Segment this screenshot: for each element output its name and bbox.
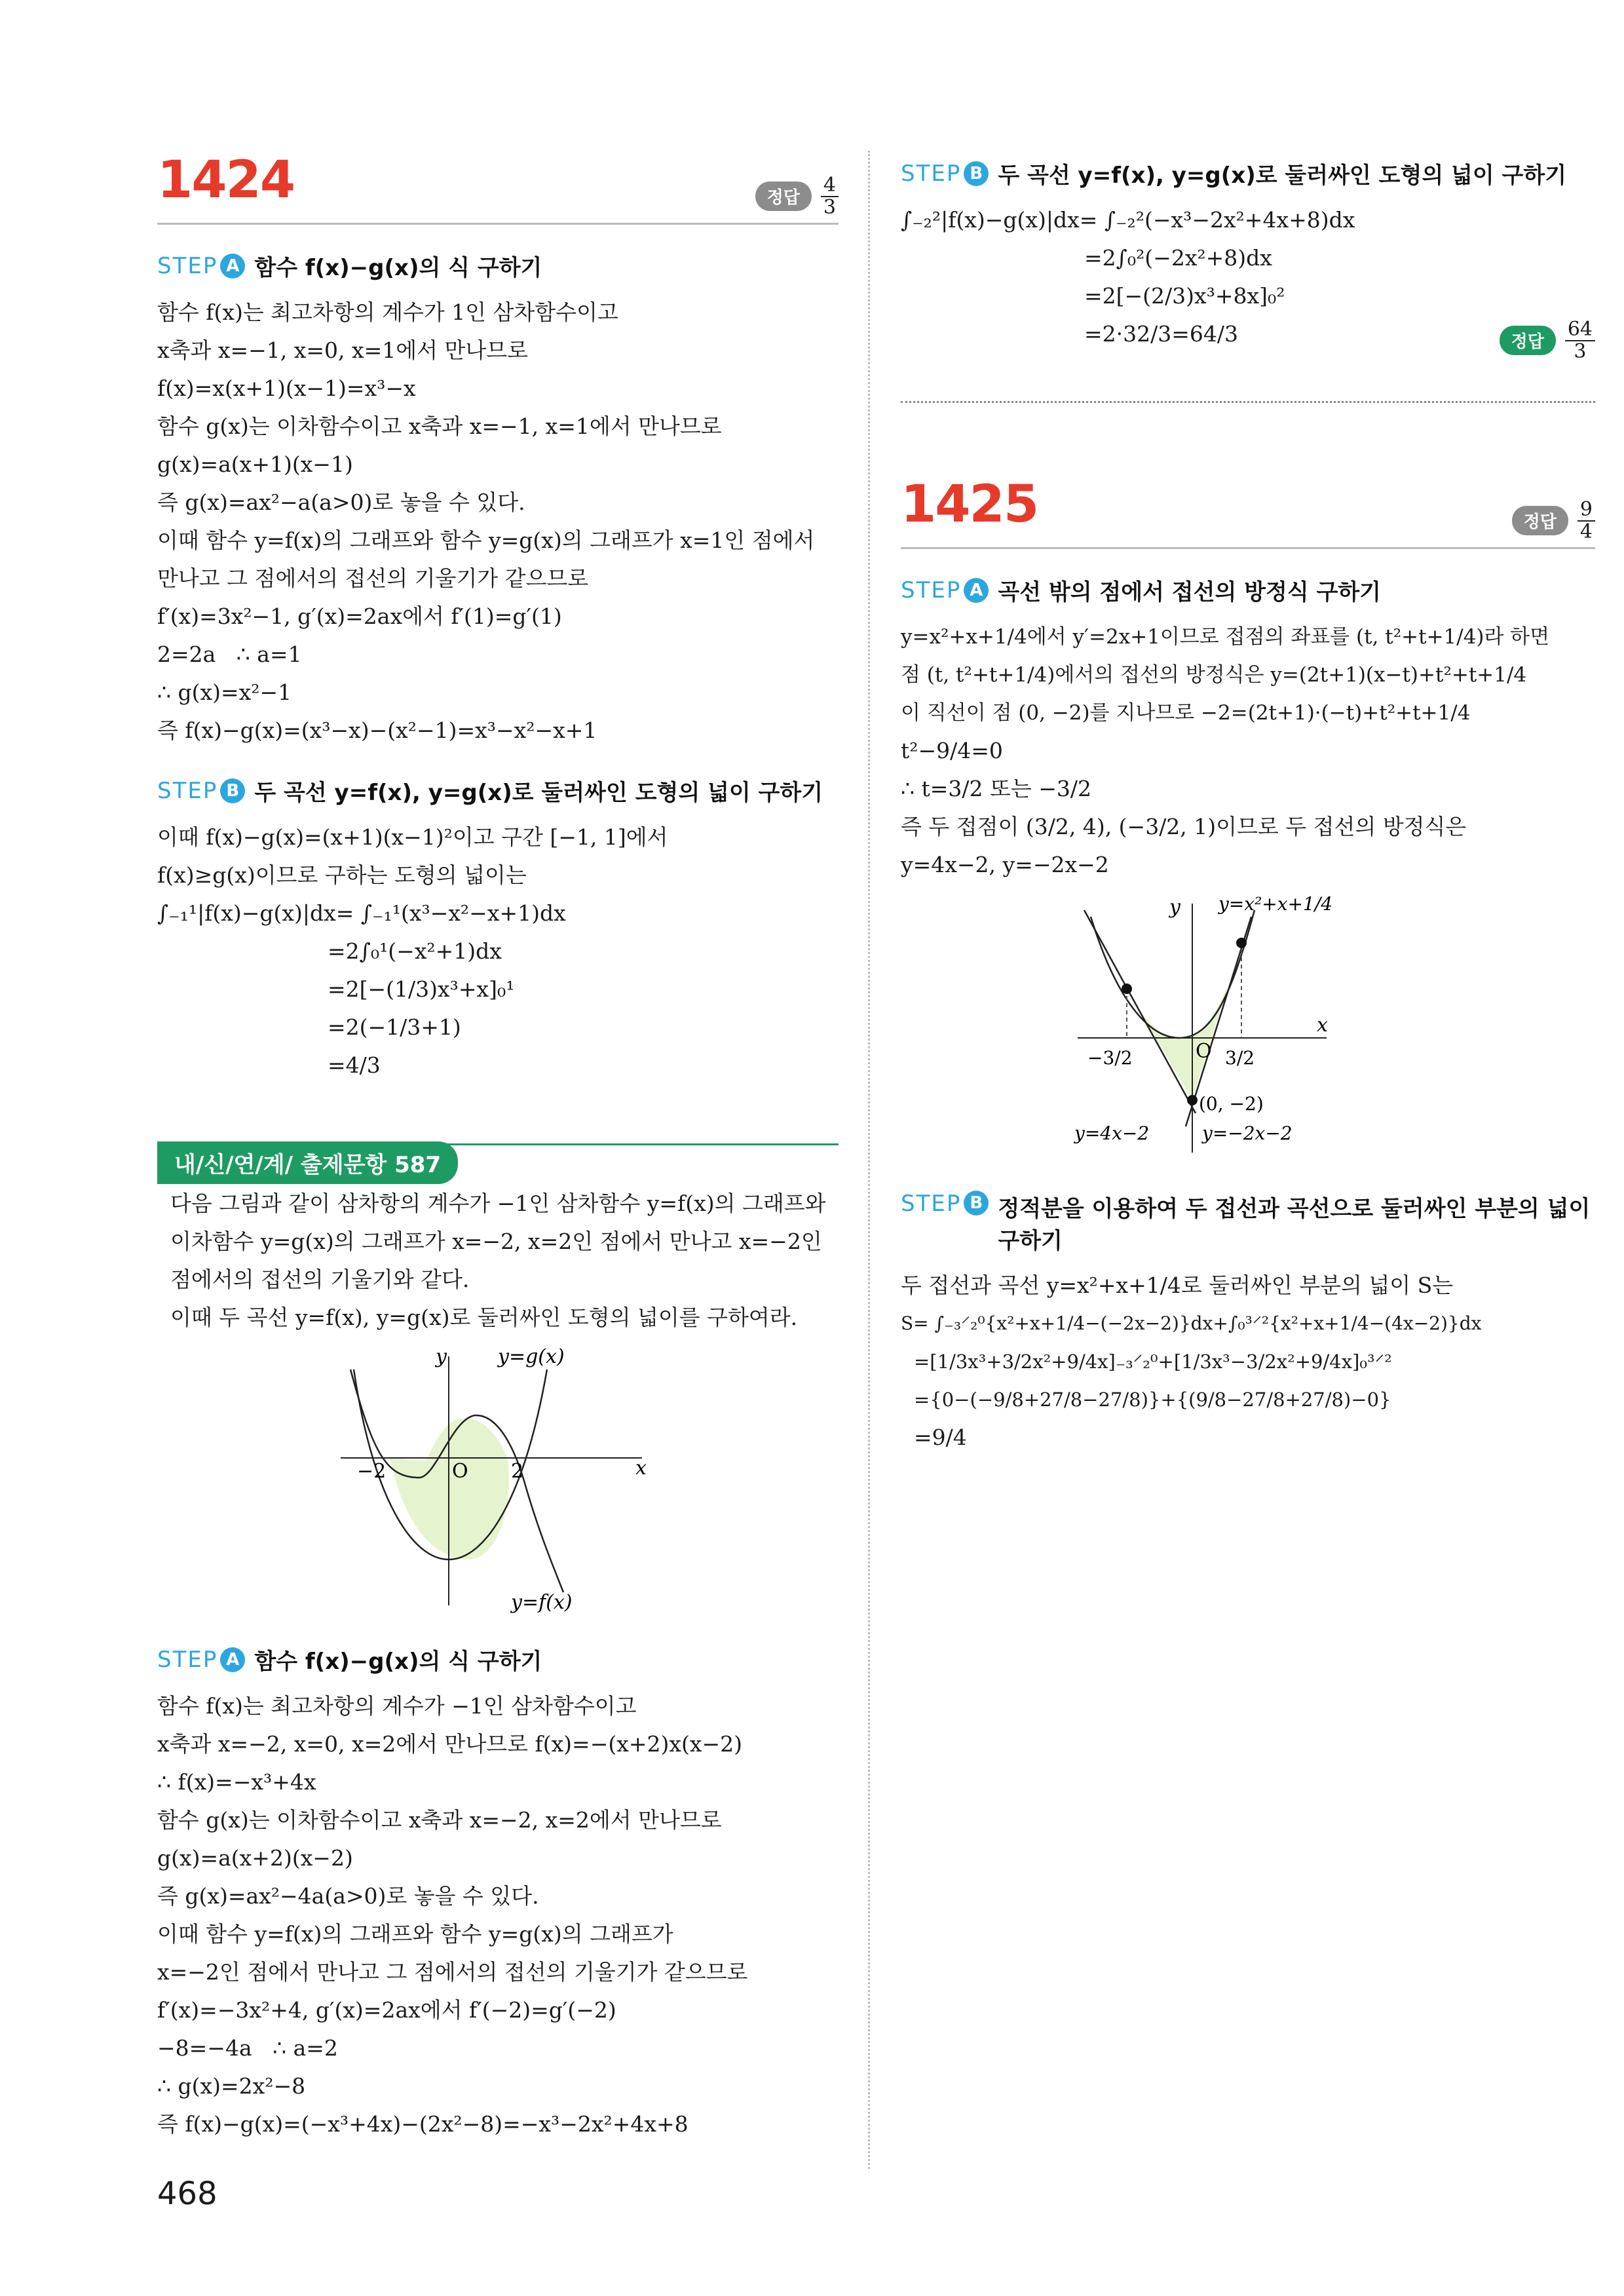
step-label: STEP [901,577,962,603]
equation-line: =2∫₀¹(−x²+1)dx [328,938,502,964]
parabola-tangent-figure [1065,890,1431,1166]
equation-line: =9/4 [914,1425,967,1450]
step-label: STEP [901,160,962,187]
step-title: 함수 f(x)−g(x)의 식 구하기 [254,255,542,281]
fig-g-label: y=g(x) [498,1345,565,1368]
fig-f-label: y=f(x) [511,1591,573,1614]
equation-line: =2[−(1/3)x³+x]₀¹ [328,976,515,1002]
text-line: 두 접선과 곡선 y=x²+x+1/4로 둘러싸인 부분의 넓이 S는 [901,1272,1454,1298]
fig-y-label: y [1169,896,1180,919]
text-line: f(x)≥g(x)이므로 구하는 도형의 넓이는 [157,862,527,888]
fig-point-label: (0, −2) [1199,1093,1264,1115]
tangent-point-right [1236,938,1247,948]
text-line: t²−9/4=0 [901,738,1003,763]
text-line: g(x)=a(x+1)(x−1) [157,451,353,477]
step-letter-badge: A [964,578,989,603]
step-title: 두 곡선 y=f(x), y=g(x)로 둘러싸인 도형의 넓이 구하기 [254,780,823,806]
question-line: 이때 두 곡선 y=f(x), y=g(x)로 둘러싸인 도형의 넓이를 구하여라. [170,1305,798,1330]
answer-fraction [1577,499,1595,542]
fig-x-label: x [1317,1014,1328,1037]
step-b-heading [901,1191,1595,1255]
naesin-banner [157,1143,839,1185]
text-line: ∴ g(x)=2x²−8 [157,2073,306,2099]
fig-line2-label: y=−2x−2 [1202,1122,1293,1144]
step-title: 함수 f(x)−g(x)의 식 구하기 [254,1649,542,1675]
fig-origin-label: O [452,1460,468,1483]
answer-box [1512,499,1595,542]
answer-fraction [1565,319,1595,362]
text-line: 즉 g(x)=ax²−a(a>0)로 놓을 수 있다. [157,489,525,515]
text-line: 이때 함수 y=f(x)의 그래프와 함수 y=g(x)의 그래프가 [157,1921,673,1947]
answer-numerator: 9 [1577,499,1595,522]
step-letter-badge: A [220,254,245,278]
text-line: ∴ g(x)=x²−1 [157,679,292,705]
answer-numerator: 4 [821,175,839,197]
text-line: 즉 g(x)=ax²−4a(a>0)로 놓을 수 있다. [157,1883,539,1909]
answer-denominator: 4 [1579,520,1593,543]
equation-line: ∫₋₁¹|f(x)−g(x)|dx= ∫₋₁¹(x³−x²−x+1)dx [157,900,566,926]
step-label: STEP [901,1191,962,1217]
equation-line: =[1/3x³+3/2x²+9/4x]₋₃⸍₂⁰+[1/3x³−3/2x²+9/4x]₀³⸍² [914,1350,1392,1373]
equation-line: ={0−(−9/8+27/8−27/8)}+{(9/8−27/8+27/8)−0} [914,1388,1391,1411]
step-label: STEP [157,252,218,279]
answer-box [755,175,839,218]
step-label: STEP [157,1646,218,1673]
equation-line: =2∫₀²(−2x²+8)dx [1084,245,1272,271]
left-column [157,151,839,2143]
parabola [1091,910,1255,1038]
answer-label: 정답 [1512,506,1568,535]
problem-number: 1424 [157,151,295,210]
step-letter-badge: B [964,161,989,186]
text-line: y=4x−2, y=−2x−2 [901,852,1109,877]
answer-label: 정답 [1500,326,1556,355]
text-line: 함수 f(x)는 최고차항의 계수가 −1인 삼차함수이고 [157,1693,637,1719]
fig-curve-label: y=x²+x+1/4 [1218,893,1333,915]
problem-1424-header [157,151,839,225]
text-line: ∴ f(x)=−x³+4x [157,1769,316,1795]
answer-fraction [821,175,839,218]
fig-pos-three-halves: 3/2 [1225,1047,1255,1069]
text-line: 함수 g(x)는 이차함수이고 x축과 x=−1, x=1에서 만나므로 [157,413,722,439]
page-number: 468 [157,2175,217,2212]
text-line: 함수 f(x)는 최고차항의 계수가 1인 삼차함수이고 [157,299,618,325]
text-line: f(x)=x(x+1)(x−1)=x³−x [157,375,416,401]
fig-line1-label: y=4x−2 [1074,1122,1150,1144]
step-letter-badge: B [220,778,245,803]
equation-line: ∫₋₂²|f(x)−g(x)|dx= ∫₋₂²(−x³−2x²+4x+8)dx [901,207,1355,233]
problem-1425-header [901,475,1595,549]
text-line: 점 (t, t²+t+1/4)에서의 접선의 방정식은 y=(2t+1)(x−t)+t²+t+1/4 [901,663,1527,687]
text-line: 즉 두 접점이 (3/2, 4), (−3/2, 1)이므로 두 접선의 방정식은 [901,814,1467,839]
answer-denominator: 3 [823,195,836,219]
fig-neg2-label: −2 [357,1460,387,1483]
step-b-heading [157,775,839,807]
text-line: f′(x)=3x²−1, g′(x)=2ax에서 f′(1)=g′(1) [157,603,562,629]
step-letter-badge: B [964,1191,989,1215]
text-line: 이때 f(x)−g(x)=(x+1)(x−1)²이고 구간 [−1, 1]에서 [157,824,668,850]
text-line: x축과 x=−2, x=0, x=2에서 만나므로 f(x)=−(x+2)x(x−2) [157,1731,742,1757]
question-line: 다음 그림과 같이 삼차항의 계수가 −1인 삼차함수 y=f(x)의 그래프와 [170,1191,826,1216]
step-label: STEP [157,777,218,804]
step-title-block [998,1191,1590,1255]
problem-number: 1425 [901,475,1038,534]
text-line: x축과 x=−1, x=0, x=1에서 만나므로 [157,337,528,363]
equation-line: =2·32/3=64/3 [1084,321,1238,347]
right-column [901,151,1595,1457]
external-point [1187,1095,1198,1105]
fig-neg-three-halves: −3/2 [1087,1047,1133,1069]
section-separator [901,401,1595,403]
fig-x-label: x [635,1457,647,1480]
tangent-left [1084,910,1196,1113]
step-title: 정적분을 이용하여 두 접선과 곡선으로 둘러싸인 부분의 넓이 [998,1196,1591,1222]
naesin-step-b-heading [901,157,1595,189]
text-line: 즉 f(x)−g(x)=(−x³+4x)−(2x²−8)=−x³−2x²+4x+8 [157,2111,689,2137]
fig-y-label: y [436,1345,447,1368]
fig-pos2-label: 2 [511,1460,524,1483]
answer-denominator: 3 [1574,339,1587,363]
text-line: 만나고 그 점에서의 접선의 기울기가 같으므로 [157,565,589,591]
step-letter-badge: A [220,1647,245,1672]
fig-origin-label: O [1196,1040,1212,1063]
naesin-step-a-heading [157,1643,839,1675]
text-line: 즉 f(x)−g(x)=(x³−x)−(x²−1)=x³−x²−x+1 [157,718,597,743]
tangent-point-left [1122,984,1132,994]
text-line: g(x)=a(x+2)(x−2) [157,1845,353,1871]
text-line: 함수 g(x)는 이차함수이고 x축과 x=−2, x=2에서 만나므로 [157,1807,722,1833]
answer-numerator: 64 [1565,319,1595,341]
equation-line: =2[−(2/3)x³+8x]₀² [1084,283,1285,309]
equation-line: =2(−1/3+1) [328,1014,461,1040]
step-title-cont: 구하기 [998,1228,1063,1254]
step-title: 두 곡선 y=f(x), y=g(x)로 둘러싸인 도형의 넓이 구하기 [998,163,1567,189]
cubic-quadratic-figure [328,1343,668,1618]
step-title: 곡선 밖의 점에서 접선의 방정식 구하기 [998,579,1382,605]
question-line: 점에서의 접선의 기울기와 같다. [170,1267,470,1292]
text-line: f′(x)=−3x²+4, g′(x)=2ax에서 f′(−2)=g′(−2) [157,1997,616,2023]
naesin-tag: 내/신/연/계/ 출제문항 587 [157,1141,458,1184]
equation-line: =4/3 [328,1052,381,1078]
text-line: 2=2a ∴ a=1 [157,641,302,667]
equation-line: S= ∫₋₃⸍₂⁰{x²+x+1/4−(−2x−2)}dx+∫₀³⸍²{x²+x+1/4−(4x−2)}dx [901,1312,1482,1334]
text-line: y=x²+x+1/4에서 y′=2x+1이므로 접점의 좌표를 (t, t²+t+1/4)라 하면 [901,625,1550,649]
text-line: −8=−4a ∴ a=2 [157,2035,338,2061]
step-a-heading [901,574,1595,606]
answer-label: 정답 [755,182,812,211]
answer-box [901,319,1595,362]
text-line: 이때 함수 y=f(x)의 그래프와 함수 y=g(x)의 그래프가 x=1인 점에서 [157,527,815,553]
column-divider [868,151,870,2169]
text-line: ∴ t=3/2 또는 −3/2 [901,776,1092,801]
text-line: x=−2인 점에서 만나고 그 점에서의 접선의 기울기가 같으므로 [157,1959,748,1985]
step-a-heading [157,250,839,282]
text-line: 이 직선이 점 (0, −2)를 지나므로 −2=(2t+1)·(−t)+t²+t+1/4 [901,701,1471,725]
question-line: 이차함수 y=g(x)의 그래프가 x=−2, x=2인 점에서 만나고 x=−2인 [170,1229,822,1254]
